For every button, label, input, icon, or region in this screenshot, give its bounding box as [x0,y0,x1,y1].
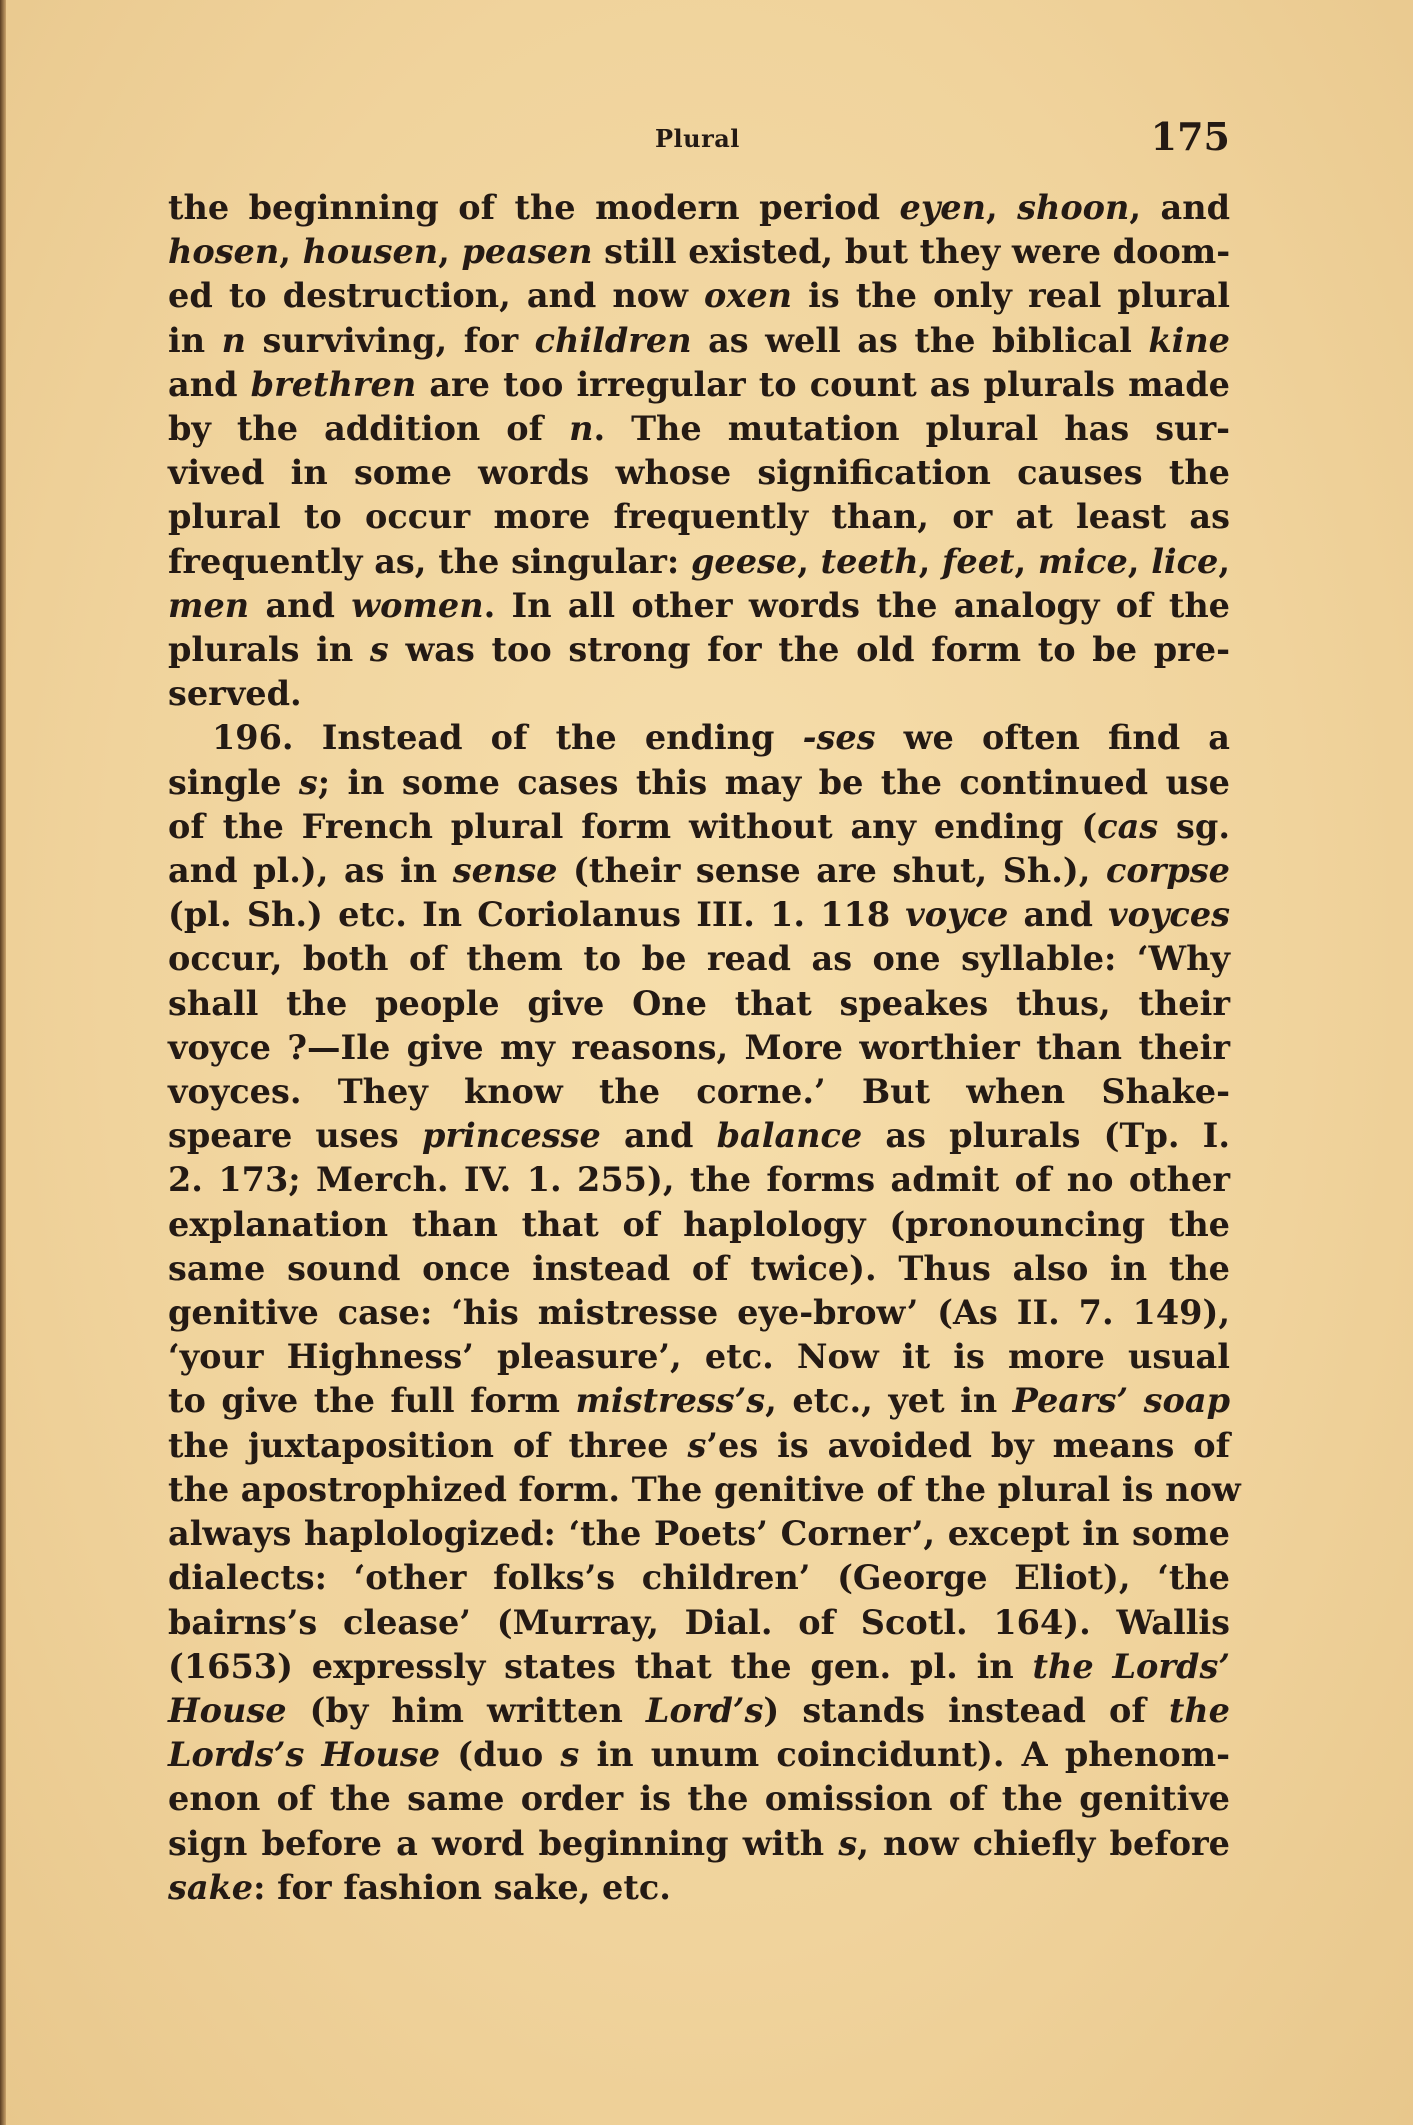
text-run: in unum coincidunt). A phenom- [579,1735,1230,1775]
text-line [168,1777,1230,1821]
text-run: (pl. Sh.) etc. In Coriolanus III. 1. 118 [168,895,906,935]
text-run: . The mutation plural has sur- [593,409,1230,449]
italic-term: corpse [1106,851,1230,891]
text-run: surviving, for [245,320,535,360]
text-line [168,1070,1230,1114]
italic-term: oxen [704,276,793,316]
italic-term: balance [716,1116,863,1156]
text-run: , [279,232,303,272]
text-line [168,716,1230,760]
text-run: voyces. They know the corne.’ But when Shake- [168,1072,1230,1112]
italic-term: shoon [1017,188,1130,227]
text-run: ) stands instead of [763,1690,1169,1730]
text-run: , [1014,541,1038,581]
italic-term: s [369,630,389,670]
text-run: Instead of the ending [293,718,803,758]
italic-term: Lord’s [645,1690,764,1730]
text-run: , and [1129,188,1231,227]
text-run: speare uses [168,1116,422,1156]
text-run: ed to destruction, and now [168,276,705,316]
running-head: Plural [655,124,740,153]
text-run: is the only real plural [792,276,1231,316]
italic-term: n [221,320,246,360]
section-number: 196. [212,718,294,758]
italic-term: voyce [905,895,1009,935]
text-line [168,982,1230,1026]
text-run: genitive case: ‘his mistresse eye-brow’ (As II. 7. 149), [168,1293,1230,1333]
italic-term: sake [168,1867,254,1907]
text-line [168,407,1230,451]
text-run: shall the people give One that speakes thus, their [168,983,1230,1023]
text-run: the beginning of the modern period [168,188,900,227]
text-line [168,1158,1230,1202]
italic-term: cas [1097,806,1159,846]
text-line [168,1645,1230,1689]
text-run: always haplologized: ‘the Poets’ Corner’, except in some [168,1514,1230,1554]
text-line [168,274,1230,318]
text-run: . In all other words the analogy of the [483,585,1230,625]
italic-term: hosen [168,232,280,272]
text-line [168,495,1230,539]
text-line [168,1512,1230,1556]
italic-term: Pears’ soap [1012,1381,1230,1421]
text-line [168,1866,1230,1910]
italic-term: teeth [820,541,919,581]
text-line [168,893,1230,937]
text-line [168,1291,1230,1335]
text-line [168,540,1230,584]
italic-term: brethren [250,364,417,404]
text-run: , now chiefly before [857,1823,1230,1863]
italic-term: feet [941,541,1015,581]
text-run: ’es is avoided by means of [706,1425,1230,1465]
text-run: bairns’s clease’ (Murray, Dial. of Scotl. 164). Wallis [168,1602,1230,1642]
text-run: as plurals (Tp. I. [862,1116,1231,1156]
text-line [168,363,1230,407]
text-line [168,319,1230,363]
text-run: and [1008,895,1109,935]
italic-term: mistress’s [575,1381,766,1421]
italic-term: s [687,1425,707,1465]
italic-term: voyces [1108,895,1230,935]
italic-term: s [560,1735,580,1775]
text-line [168,584,1230,628]
italic-term: children [534,320,692,360]
text-run: ‘your Highness’ pleasure’, etc. Now it is more usual [168,1337,1230,1377]
italic-term: Lords’s House [168,1735,441,1775]
italic-term: s [838,1823,858,1863]
italic-term: eyen [899,188,986,227]
italic-term: men [168,585,250,625]
text-run: dialects: ‘other folks’s children’ (George Eliot), ‘the [168,1558,1230,1598]
text-run: single [168,762,299,802]
text-line [168,1114,1230,1158]
text-run: and [249,585,352,625]
text-run: we often find a [875,718,1230,758]
italic-term: the [1168,1690,1230,1730]
italic-term: peasen [461,232,593,272]
text-line [168,1556,1230,1600]
text-line [168,761,1230,805]
page-header [168,114,1230,170]
text-run: sign before a word beginning with [168,1823,839,1863]
text-line [168,186,1230,230]
text-run: , [1218,541,1231,581]
text-run: the juxtaposition of three [168,1425,688,1465]
italic-term: the Lords’ [1032,1646,1230,1686]
text-line [168,849,1230,893]
text-run: , [918,541,942,581]
italic-term: -ses [802,718,876,758]
paragraph [168,716,1241,1909]
italic-term: sense [452,851,558,891]
italic-term: House [168,1690,287,1730]
text-run: by the addition of [168,409,570,449]
text-line [168,1247,1230,1291]
text-line [168,1601,1230,1645]
text-run: are too irregular to count as plurals made [416,364,1230,404]
paragraph [168,186,1230,716]
text-run: same sound once instead of twice). Thus also in the [168,1248,1230,1288]
text-run: served. [168,674,302,714]
text-line [168,672,1230,716]
text-line [168,1689,1230,1733]
text-run: and [600,1116,717,1156]
text-run: of the French plural form without any ending ( [168,806,1098,846]
text-run: to give the full form [168,1381,576,1421]
text-run: the apostrophized form. The genitive of the plural is now [168,1469,1241,1509]
text-run: ; in some cases this may be the continued use [317,762,1230,802]
text-run: still existed, but they were doom- [592,232,1231,272]
text-line [168,805,1230,849]
text-run: (1653) expressly states that the gen. pl. in [168,1646,1033,1686]
text-line [168,1335,1230,1379]
text-run: explanation than that of haplology (pronouncing the [168,1204,1230,1244]
text-line [168,1468,1241,1512]
text-run: : for fashion sake, etc. [253,1867,671,1907]
italic-term: princesse [421,1116,601,1156]
text-run: (by him written [286,1690,646,1730]
text-line [168,1822,1230,1866]
text-run: (duo [440,1735,561,1775]
italic-term: women [351,585,484,625]
italic-term: s [298,762,318,802]
text-line [168,1424,1230,1468]
text-run: sg. [1158,806,1230,846]
page-binding-edge [0,0,6,2125]
italic-term: kine [1148,320,1230,360]
text-run: enon of the same order is the omission of the genitive [168,1779,1230,1819]
text-run: 2. 173; Merch. IV. 1. 255), the forms admit of no other [168,1160,1230,1200]
text-run: , [438,232,462,272]
italic-term: housen [302,232,439,272]
text-run: , [985,188,1018,227]
text-run: frequently as, the singular: [168,541,691,581]
text-run: voyce ?—Ile give my reasons, More worthier than their [168,1027,1230,1067]
text-line [168,230,1230,274]
text-run: as well as the biblical [691,320,1149,360]
text-run: , [797,541,821,581]
body-text [168,186,1241,1910]
text-run: and pl.), as in [168,851,453,891]
text-line [168,1733,1230,1777]
italic-term: geese [690,541,798,581]
text-line [168,1379,1230,1423]
text-run: (their sense are shut, Sh.), [557,851,1106,891]
text-run: vived in some words whose signification causes the [168,453,1230,493]
text-line [168,1203,1230,1247]
page-number: 175 [1150,114,1230,159]
text-run: in [168,320,222,360]
text-line [168,1026,1230,1070]
text-run: was too strong for the old form to be pre- [388,630,1231,670]
italic-term: mice [1037,541,1128,581]
text-run: plural to occur more frequently than, or at least as [168,497,1230,537]
italic-term: n [569,409,594,449]
text-run: plurals in [168,630,370,670]
italic-term: lice [1151,541,1219,581]
text-run: occur, both of them to be read as one syllable: ‘Why [168,939,1230,979]
text-run: and [168,364,251,404]
text-run: , etc., yet in [765,1381,1013,1421]
text-line [168,937,1230,981]
text-line [168,628,1230,672]
text-run: , [1127,541,1152,581]
text-line [168,451,1230,495]
